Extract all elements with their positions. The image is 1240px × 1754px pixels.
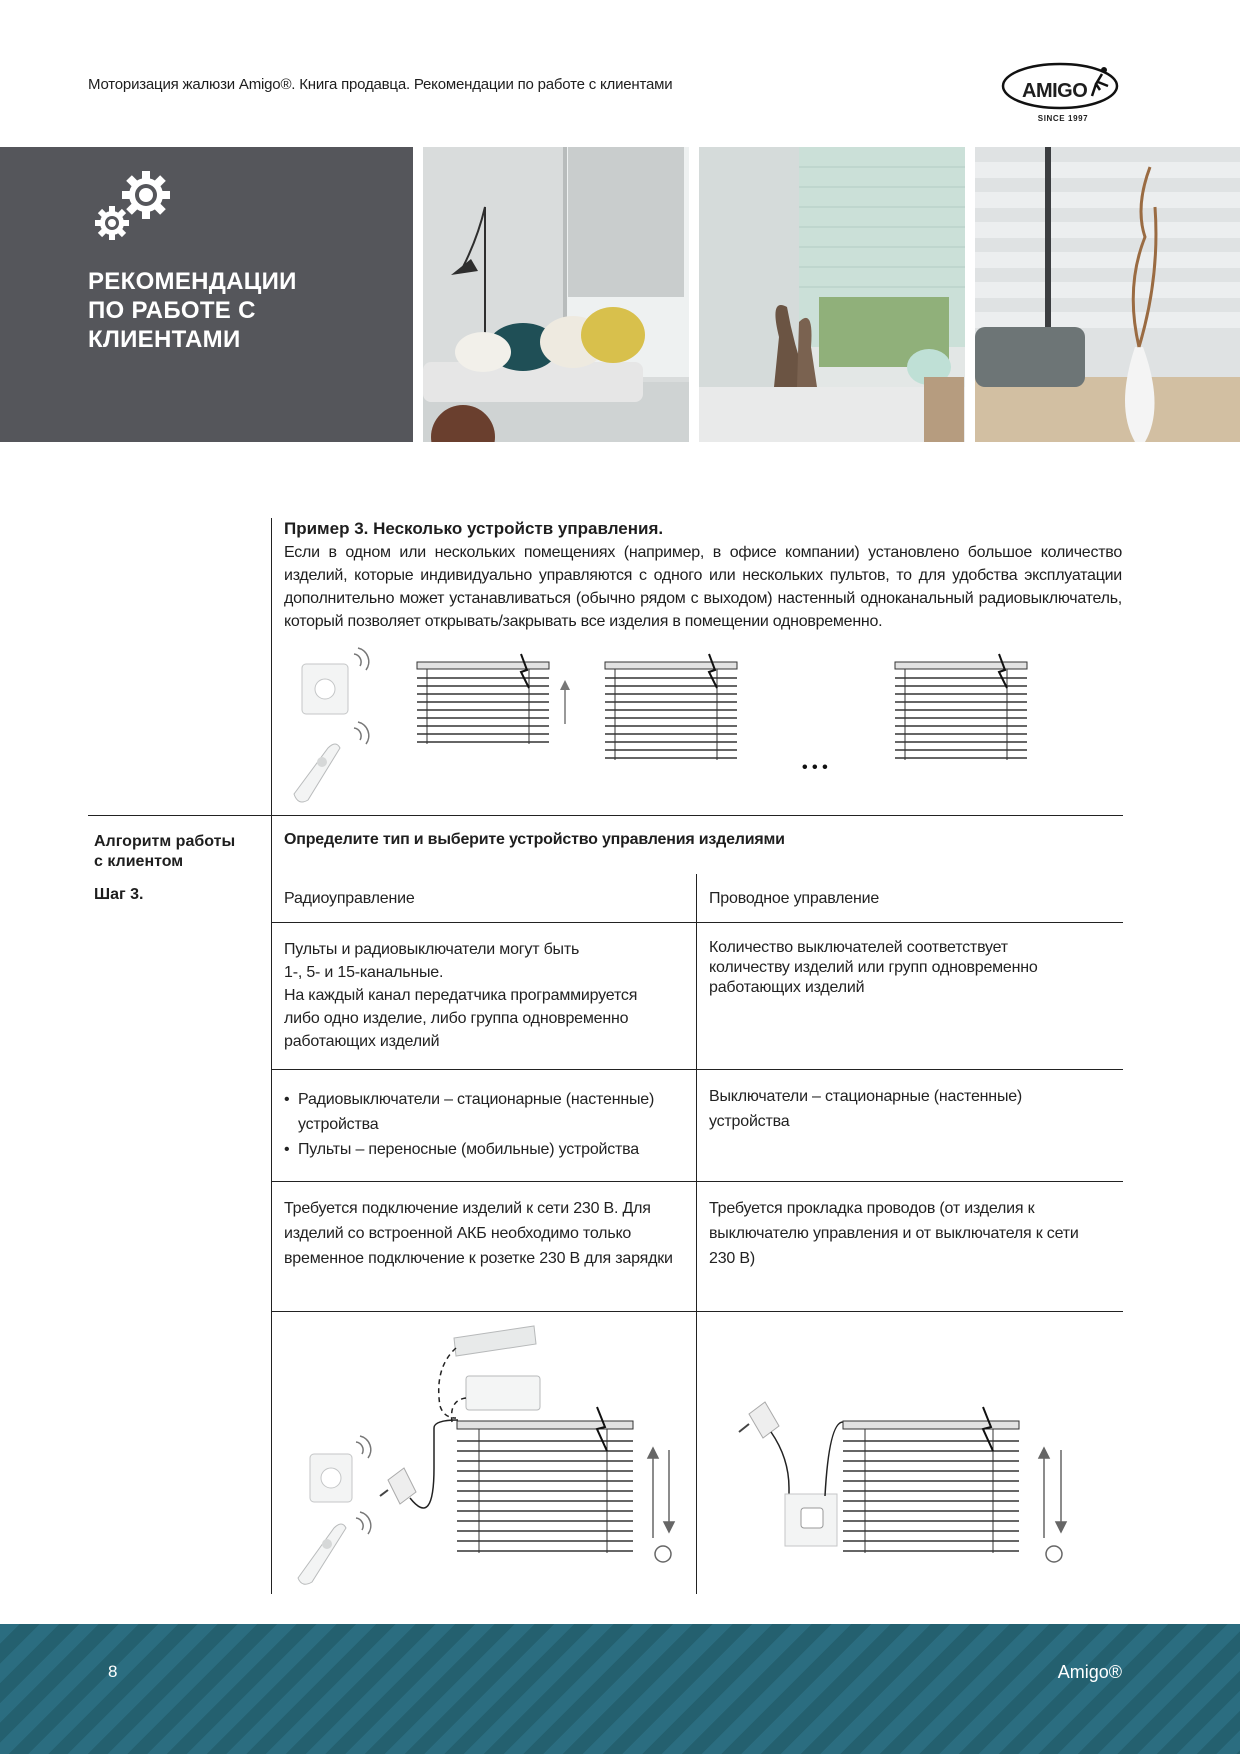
algorithm-title-line: с клиентом [94, 853, 184, 870]
cell-line: На каждый канал передатчика программируется [284, 987, 638, 1004]
table-row-divider [271, 1311, 1123, 1312]
wired-switch-icon [785, 1494, 837, 1546]
footer-brand: Amigo® [1057, 1662, 1122, 1682]
wall-switch-icon [310, 1436, 371, 1502]
cell-line: Количество выключателей соответствует [709, 939, 1008, 956]
row3-radio-cell: Требуется подключение изделий к сети 230 В. Для изделий со встроенной АКБ необходимо только временное подключение к розетке 230 В для зарядки [284, 1200, 673, 1267]
row1-radio-cell [284, 938, 684, 1053]
row1-wired-cell [709, 938, 1114, 998]
cell-line: работающих изделий [284, 1033, 440, 1050]
rotate-icon [1046, 1546, 1062, 1562]
column-header-radio: Радиоуправление [284, 890, 415, 907]
blind-icon [895, 654, 1027, 760]
cell-line: 1-, 5- и 15-канальные. [284, 964, 444, 981]
blind-icon [457, 1407, 633, 1553]
amigo-logo [1000, 56, 1126, 130]
blind-icon [843, 1407, 1019, 1553]
section-banner [0, 147, 413, 442]
cell-line: количеству изделий или групп одновременно [709, 959, 1038, 976]
radio-control-diagram [284, 1318, 684, 1588]
column-header-wired: Проводное управление [709, 890, 880, 907]
table-heading: Определите тип и выберите устройство управления изделиями [284, 831, 785, 848]
remote-control-icon [294, 722, 369, 802]
table-row-divider [271, 922, 1123, 923]
living-room-roller-blind-photo [423, 147, 689, 442]
banner-title-line: ПО РАБОТЕ С [88, 297, 256, 324]
bullet-text: Пульты – переносные (мобильные) устройства [298, 1141, 639, 1158]
row2-radio-cell [284, 1087, 689, 1162]
table-row-divider [271, 1069, 1123, 1070]
blind-icon [605, 654, 737, 760]
power-adapter-icon [739, 1402, 779, 1438]
bullet-text: Радиовыключатели – стационарные (настенные) устройства [298, 1091, 655, 1133]
example-devices-illustration [284, 644, 1064, 804]
content-divider-vertical [271, 518, 272, 1594]
bullet-item [284, 1087, 689, 1137]
section-divider [88, 815, 1123, 816]
banner-title-line: КЛИЕНТАМИ [88, 326, 241, 353]
algorithm-step: Шаг 3. [94, 886, 144, 903]
bullet-item [284, 1137, 689, 1162]
cell-line: работающих изделий [709, 979, 865, 996]
pleated-blind-window-photo [699, 147, 965, 442]
up-arrow-icon [560, 680, 570, 724]
algorithm-title [94, 832, 235, 872]
cell-line: либо одно изделие, либо группа одновременно [284, 1010, 629, 1027]
power-cable [410, 1420, 458, 1508]
banner-title-line: РЕКОМЕНДАЦИИ [88, 268, 297, 295]
example-text: Если в одном или нескольких помещениях (например, в офисе компании) установлено большое количество изделий, которые индивидуально управляются с одного или нескольких пультов, то для удобства эксплуатации дополнительно может устанавливаться (обычно рядом с выходом) настенный одноканальный радиовыключатель, который позволяет открывать/закрывать все изделия в помещении одновременно. [284, 544, 1122, 630]
document-header-title: Моторизация жалюзи Amigo®. Книга продавца. Рекомендации по работе с клиентами [88, 76, 673, 93]
up-down-arrows-icon [648, 1448, 674, 1538]
battery-pack-icon [454, 1326, 540, 1410]
page-number: 8 [108, 1662, 118, 1681]
logo-since: SINCE 1997 [1037, 114, 1089, 123]
bullet-dot: • [284, 1141, 290, 1158]
up-down-arrows-icon [1039, 1448, 1066, 1538]
logo-wordmark: AMIGO [1022, 80, 1088, 102]
dashed-cable [439, 1348, 456, 1418]
cell-line: Пульты и радиовыключатели могут быть [284, 941, 580, 958]
bullet-dot: • [284, 1091, 290, 1108]
algorithm-title-line: Алгоритм работы [94, 833, 236, 850]
zebra-blind-interior-photo [975, 147, 1240, 442]
switch-cable [825, 1422, 843, 1496]
example-3-block [284, 517, 1122, 633]
blind-icon [417, 654, 549, 744]
wall-switch-icon [302, 648, 369, 714]
row3-wired-cell: Требуется прокладка проводов (от изделия к выключателю управления и от выключателя к сети 230 В) [709, 1200, 1079, 1267]
ellipsis-text: • • • [802, 759, 828, 776]
banner-title [88, 267, 297, 354]
gears-icon [92, 167, 182, 243]
rotate-icon [655, 1546, 671, 1562]
power-cable [771, 1432, 789, 1494]
page-footer [0, 1624, 1240, 1754]
example-title: Пример 3. Несколько устройств управления. [284, 519, 664, 538]
wired-control-diagram [709, 1318, 1109, 1588]
table-column-divider [696, 874, 697, 1594]
row2-wired-cell: Выключатели – стационарные (настенные) устройства [709, 1088, 1023, 1130]
remote-control-icon [298, 1512, 371, 1584]
table-row-divider [271, 1181, 1123, 1182]
